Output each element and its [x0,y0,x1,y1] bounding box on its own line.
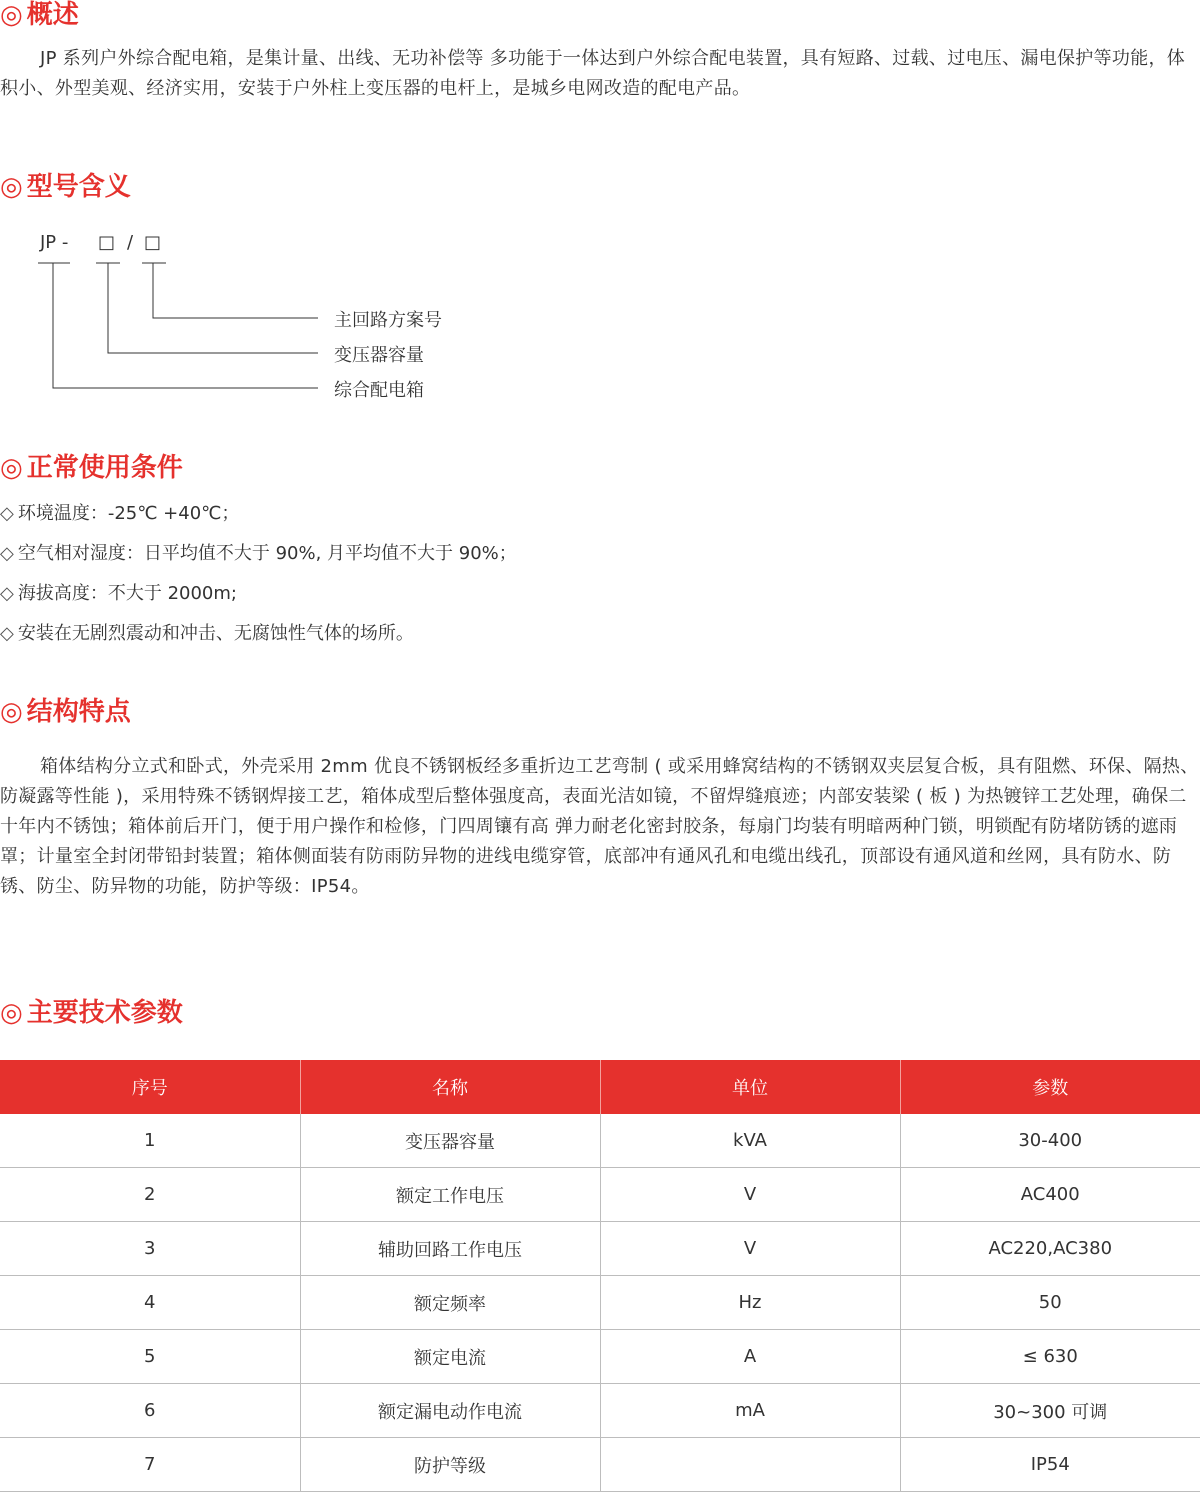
table-cell: 6 [0,1384,300,1438]
condition-text: 安装在无剧烈震动和冲击、无腐蚀性气体的场所。 [17,623,414,644]
table-cell: 3 [0,1222,300,1276]
list-item [0,616,1200,656]
connector-box [53,263,318,388]
section-title-text: 主要技术参数 [26,998,183,1028]
model-label-capacity: 变压器容量 [334,345,424,366]
table-row [0,1330,1200,1384]
list-item [0,576,1200,616]
table-cell: kVA [600,1114,900,1168]
table-cell: A [600,1330,900,1384]
diamond-bullet-icon: ◇ [0,623,14,644]
table-cell: mA [600,1384,900,1438]
table-row [0,1276,1200,1330]
connector-capacity [108,263,318,353]
table-cell: V [600,1222,900,1276]
section-title-structure [0,697,131,727]
model-box-2: □ [144,232,162,253]
table-cell: 额定漏电动作电流 [300,1384,600,1438]
table-row [0,1438,1200,1492]
table-cell: 额定工作电压 [300,1168,600,1222]
table-row [0,1384,1200,1438]
section-mark-icon: ◎ [0,453,23,483]
section-mark-icon: ◎ [0,697,23,727]
table-cell: 额定频率 [300,1276,600,1330]
section-title-text: 型号含义 [26,172,131,202]
column-header: 名称 [300,1060,600,1114]
condition-text: 海拔高度：不大于 2000m; [17,583,237,604]
table-row [0,1222,1200,1276]
table-cell: 防护等级 [300,1438,600,1492]
table-cell: AC400 [900,1168,1200,1222]
table-row [0,1114,1200,1168]
model-label-scheme: 主回路方案号 [334,310,442,331]
list-item [0,536,1200,576]
model-box-1: □ [98,232,116,253]
section-mark-icon: ◎ [0,172,23,202]
section-title-model [0,172,131,202]
model-diagram [0,230,600,410]
params-table [0,1060,1200,1492]
table-cell: ≤ 630 [900,1330,1200,1384]
table-cell: IP54 [900,1438,1200,1492]
model-slash: / [127,232,134,253]
diamond-bullet-icon: ◇ [0,583,14,604]
table-cell: 7 [0,1438,300,1492]
model-prefix: JP - [40,232,69,253]
table-cell: AC220,AC380 [900,1222,1200,1276]
table-cell: V [600,1168,900,1222]
conditions-list [0,496,1200,656]
table-cell: Hz [600,1276,900,1330]
column-header: 序号 [0,1060,300,1114]
table-cell: 1 [0,1114,300,1168]
table-cell [600,1438,900,1492]
table-cell: 50 [900,1276,1200,1330]
table-row [0,1168,1200,1222]
section-title-conditions [0,453,183,483]
overview-paragraph: JP 系列户外综合配电箱，是集计量、出线、无功补偿等 多功能于一体达到户外综合配电装置，具有短路、过载、过电压、漏电保护等功能，体积小、外型美观、经济实用，安装于户外柱上变压器的电杆上，是城乡电网改造的配电产品。 [0,48,1186,99]
section-mark-icon: ◎ [0,998,23,1028]
table-cell: 30-400 [900,1114,1200,1168]
section-title-text: 结构特点 [26,697,131,727]
condition-text: 环境温度：-25℃ +40℃； [17,503,240,524]
structure-paragraph: 箱体结构分立式和卧式，外壳采用 2mm 优良不锈钢板经多重折边工艺弯制 ( 或采用蜂窝结构的不锈钢双夹层复合板，具有阻燃、环保、隔热、防凝露等性能 )，采用特殊不锈钢焊接工艺，箱体成型后整体强度高，表面光洁如镜，不留焊缝痕迹；内部安装梁 ( 板 ) 为热镀锌工艺处理，确保二十年内不锈蚀；箱体前后开门，便于用户操作和检修，门四周镶有高 弹力耐老化密封胶条，每扇门均装有明暗两种门锁，明锁配有防堵防锈的遮雨罩；计量室全封闭带铅封装置；箱体侧面装有防雨防异物的进线电缆穿管，底部冲有通风孔和电缆出线孔，顶部设有通风道和丝网，具有防水、防锈、防尘、防异物的功能，防护等级：IP54。 [0,756,1199,897]
table-cell: 辅助回路工作电压 [300,1222,600,1276]
section-title-text: 正常使用条件 [26,453,183,483]
list-item [0,496,1200,536]
table-cell: 4 [0,1276,300,1330]
table-cell: 5 [0,1330,300,1384]
table-cell: 变压器容量 [300,1114,600,1168]
diamond-bullet-icon: ◇ [0,503,14,524]
table-header-row [0,1060,1200,1114]
model-label-box: 综合配电箱 [334,380,424,401]
connector-scheme [153,263,318,318]
table-cell: 额定电流 [300,1330,600,1384]
model-diagram-lines [0,230,600,410]
section-mark-icon: ◎ [0,0,23,30]
condition-text: 空气相对湿度：日平均值不大于 90%, 月平均值不大于 90%； [17,543,517,564]
section-title-text: 概述 [26,0,79,30]
section-title-overview [0,0,79,30]
diamond-bullet-icon: ◇ [0,543,14,564]
column-header: 参数 [900,1060,1200,1114]
column-header: 单位 [600,1060,900,1114]
table-cell: 30~300 可调 [900,1384,1200,1438]
table-cell: 2 [0,1168,300,1222]
section-title-params [0,998,183,1028]
